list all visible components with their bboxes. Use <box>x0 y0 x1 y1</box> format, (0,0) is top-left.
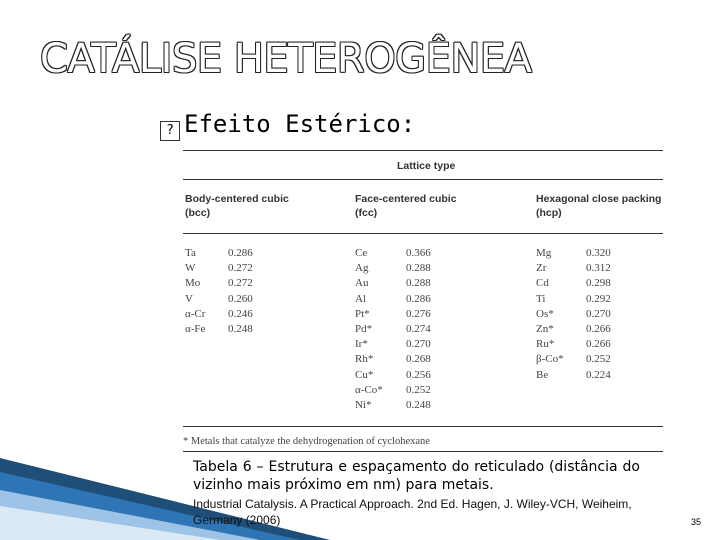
bcc-metal: Ta <box>185 247 196 259</box>
col-header-hcp-line2: (hcp) <box>536 207 562 219</box>
hcp-metal: Ru* <box>536 338 555 351</box>
col-header-fcc-line2: (fcc) <box>355 207 378 219</box>
hcp-metal: Ti <box>536 292 546 305</box>
table-footnote: * Metals that catalyze the dehydrogenation of cyclohexane <box>183 436 430 447</box>
source-reference: Industrial Catalysis. A Practical Approach. 2nd Ed. Hagen, J. Wiley-VCH, Weiheim, Germany (2006) <box>193 497 632 527</box>
fcc-value: 0.270 <box>406 338 431 351</box>
bcc-value: 0.260 <box>228 292 253 305</box>
fcc-value: 0.274 <box>406 323 431 335</box>
hcp-value: 0.298 <box>586 277 611 290</box>
col-header-hcp <box>536 192 661 220</box>
fcc-metal: Pd* <box>355 323 373 335</box>
bcc-value: 0.246 <box>228 307 253 320</box>
table-caption: Tabela 6 – Estrutura e espaçamento do reticulado (distância do vizinho mais próximo em nm) para metais. <box>193 459 640 493</box>
bullet-line <box>160 110 415 141</box>
bcc-metal: Mo <box>185 277 201 290</box>
group-header-rule <box>183 179 663 180</box>
fcc-metal: Ni* <box>355 399 372 411</box>
hcp-value: 0.320 <box>586 247 611 259</box>
column-header-rule <box>183 233 663 234</box>
hcp-value: 0.224 <box>586 368 611 381</box>
fcc-metal: α-Co* <box>355 383 383 396</box>
hcp-metal: Mg <box>536 247 552 259</box>
bullet-box-icon: ? <box>160 121 180 141</box>
fcc-value: 0.286 <box>406 292 431 305</box>
slide-title: CATÁLISE HETEROGÊNEA <box>40 36 532 82</box>
bullet-text: Efeito Estérico: <box>184 110 416 138</box>
fcc-value: 0.288 <box>406 277 431 290</box>
fcc-metal: Ag <box>355 262 369 275</box>
fcc-value: 0.276 <box>406 307 431 320</box>
hcp-metal: β-Co* <box>536 353 564 366</box>
footnote-rule <box>183 451 663 452</box>
hcp-metal: Cd <box>536 277 549 290</box>
hcp-value: 0.312 <box>586 262 611 275</box>
hcp-value: 0.252 <box>586 353 611 366</box>
bcc-value: 0.248 <box>228 323 253 335</box>
hcp-metal: Be <box>536 368 549 381</box>
bcc-value: 0.286 <box>228 247 253 259</box>
fcc-metal: Pt* <box>355 307 370 320</box>
hcp-value: 0.266 <box>586 338 611 351</box>
fcc-value: 0.252 <box>406 383 431 396</box>
group-header: Lattice type <box>397 160 456 172</box>
table-bottom-rule <box>183 426 663 427</box>
fcc-value: 0.366 <box>406 247 431 259</box>
fcc-metal: Ce <box>355 247 368 259</box>
fcc-value: 0.256 <box>406 368 431 381</box>
hcp-metal: Zr <box>536 262 547 275</box>
fcc-metal: Ir* <box>355 338 368 351</box>
bcc-metal: α-Cr <box>185 307 206 320</box>
lattice-table <box>183 150 663 450</box>
fcc-metal: Cu* <box>355 368 374 381</box>
fcc-value: 0.288 <box>406 262 431 275</box>
col-header-fcc-line1: Face-centered cubic <box>355 193 457 205</box>
hcp-value: 0.266 <box>586 323 611 335</box>
page-number: 35 <box>691 517 702 527</box>
hcp-metal: Zn* <box>536 323 554 335</box>
fcc-value: 0.268 <box>406 353 431 366</box>
bcc-value: 0.272 <box>228 262 253 275</box>
col-header-bcc-line1: Body-centered cubic <box>185 193 289 205</box>
bcc-metal: α-Fe <box>185 323 206 335</box>
fcc-metal: Au <box>355 277 369 290</box>
bcc-metal: W <box>185 262 196 275</box>
fcc-value: 0.248 <box>406 399 431 411</box>
col-header-hcp-line1: Hexagonal close packing <box>536 193 662 205</box>
col-header-bcc-line2: (bcc) <box>185 207 211 219</box>
col-header-bcc <box>185 192 289 220</box>
bcc-metal: V <box>185 292 193 305</box>
hcp-value: 0.292 <box>586 292 611 305</box>
col-header-fcc <box>355 192 457 220</box>
fcc-metal: Rh* <box>355 353 374 366</box>
bcc-value: 0.272 <box>228 277 253 290</box>
fcc-metal: Al <box>355 292 366 305</box>
hcp-metal: Os* <box>536 307 554 320</box>
hcp-value: 0.270 <box>586 307 611 320</box>
table-top-rule <box>183 150 663 151</box>
